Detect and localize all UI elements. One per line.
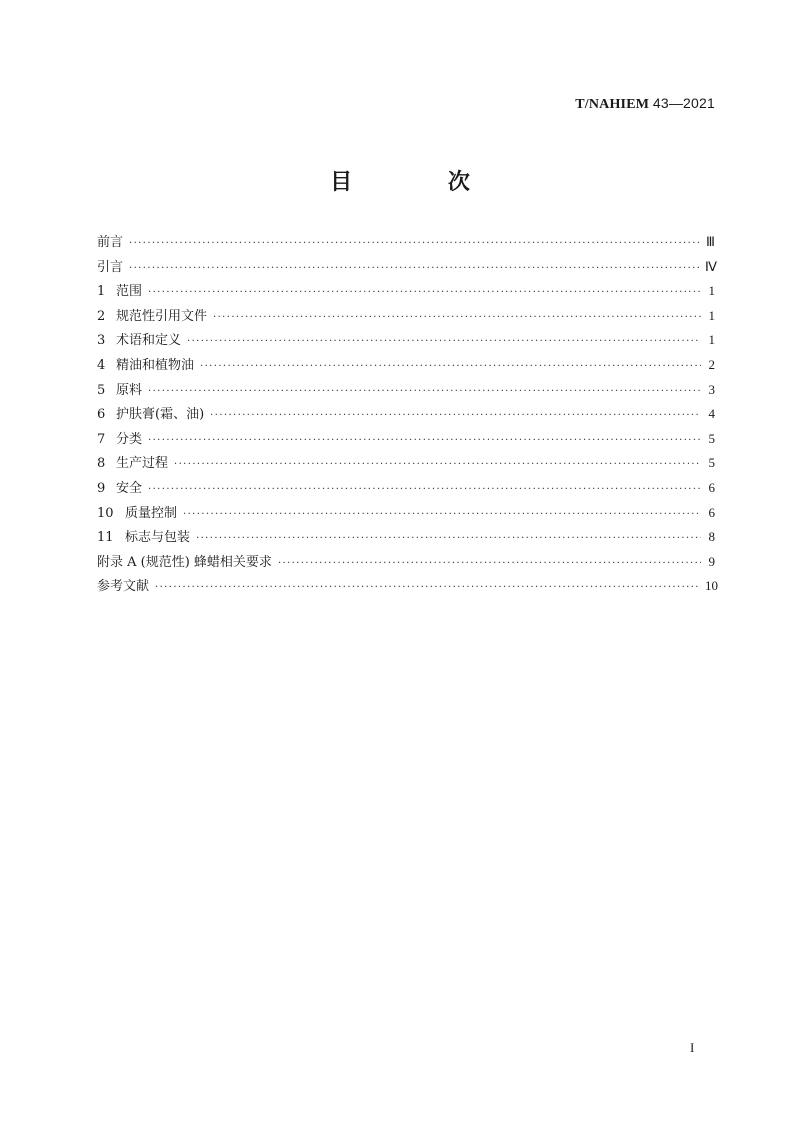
toc-entry[interactable] [97, 451, 715, 476]
toc-entry-page: 3 [708, 381, 715, 397]
toc-entry-page: 5 [708, 455, 715, 471]
document-code [575, 95, 715, 113]
toc-entry-label: 生产过程 [116, 456, 169, 472]
toc-entry-page: 6 [708, 504, 715, 520]
toc-entry-label: 规范性引用文件 [116, 308, 208, 324]
toc-entry[interactable] [97, 304, 715, 329]
toc-entry[interactable] [97, 255, 715, 280]
toc-entry-label: 质量控制 [125, 505, 178, 521]
toc-entry-label: 范围 [116, 284, 143, 300]
toc-entry-number: 2 [97, 308, 106, 324]
toc-leader-dots [278, 552, 701, 577]
toc-entry-page: 5 [708, 430, 715, 446]
toc-entry-label: 分类 [116, 431, 143, 447]
toc-entry-label: 安全 [116, 480, 143, 496]
toc-entry-page: 9 [708, 553, 715, 569]
document-code-id: T/NAHIEM [575, 97, 650, 112]
toc-entry-page: 8 [708, 529, 715, 545]
toc-entry[interactable] [97, 402, 715, 427]
toc-entry[interactable] [97, 476, 715, 501]
toc-entry-label: 引言 [97, 259, 124, 275]
toc-entry-number: 5 [97, 382, 106, 398]
toc-entry-label: 精油和植物油 [116, 357, 195, 373]
toc-entry[interactable] [97, 525, 715, 550]
toc-entry-number: 4 [97, 357, 106, 373]
toc-entry-label: 参考文献 [97, 579, 150, 595]
toc-entry-page: Ⅳ [705, 258, 717, 274]
toc-entry-page: 6 [708, 479, 715, 495]
toc-leader-dots [200, 355, 701, 380]
toc-entry-number: 11 [97, 530, 114, 546]
document-code-year: 43—2021 [652, 95, 715, 111]
toc-entry[interactable] [97, 550, 715, 575]
toc-entry[interactable] [97, 279, 715, 304]
toc-entry-label: 前言 [97, 235, 124, 250]
toc-entry-label: 原料 [116, 382, 143, 398]
toc-leader-dots [148, 429, 701, 454]
toc-entry-number: 3 [97, 333, 106, 349]
toc-entry-page: 1 [708, 332, 715, 348]
toc-entry-number: 6 [97, 407, 106, 423]
toc-entry-page: 1 [708, 307, 715, 323]
toc-leader-dots [155, 576, 701, 601]
toc-leader-dots [148, 380, 701, 405]
toc-leader-dots [210, 404, 701, 429]
toc-entry[interactable] [97, 427, 715, 452]
toc-leader-dots [213, 306, 701, 331]
toc-leader-dots [129, 257, 701, 282]
table-of-contents [97, 230, 718, 599]
toc-leader-dots [196, 527, 701, 552]
toc-entry[interactable] [97, 230, 715, 255]
toc-entry-label: 附录 A (规范性) 蜂蜡相关要求 [97, 554, 272, 570]
page-title: 目 次 [330, 170, 514, 195]
toc-leader-dots [174, 453, 701, 478]
toc-entry-label: 术语和定义 [116, 333, 182, 349]
toc-entry[interactable] [97, 574, 718, 599]
toc-leader-dots [187, 330, 701, 355]
toc-entry-number: 9 [97, 480, 106, 496]
toc-entry-label: 护肤膏(霜、油) [116, 407, 205, 423]
toc-leader-dots [129, 232, 701, 257]
toc-entry-page: 10 [705, 578, 718, 594]
toc-entry-number: 10 [97, 505, 114, 521]
toc-entry-label: 标志与包装 [125, 530, 191, 546]
toc-entry-number: 7 [97, 431, 106, 447]
toc-leader-dots [148, 281, 701, 306]
toc-leader-dots [183, 503, 701, 528]
toc-entry[interactable] [97, 353, 715, 378]
toc-entry[interactable] [97, 328, 715, 353]
toc-entry-page: 1 [708, 283, 715, 299]
toc-entry-page: 4 [708, 406, 715, 422]
toc-leader-dots [148, 478, 701, 503]
toc-entry-page: 2 [708, 356, 715, 372]
toc-entry[interactable] [97, 501, 715, 526]
toc-entry-number: 8 [97, 456, 106, 472]
toc-entry-number: 1 [97, 284, 106, 300]
toc-entry[interactable] [97, 378, 715, 403]
toc-entry-page: Ⅲ [706, 234, 715, 249]
page-number: I [690, 1040, 695, 1055]
